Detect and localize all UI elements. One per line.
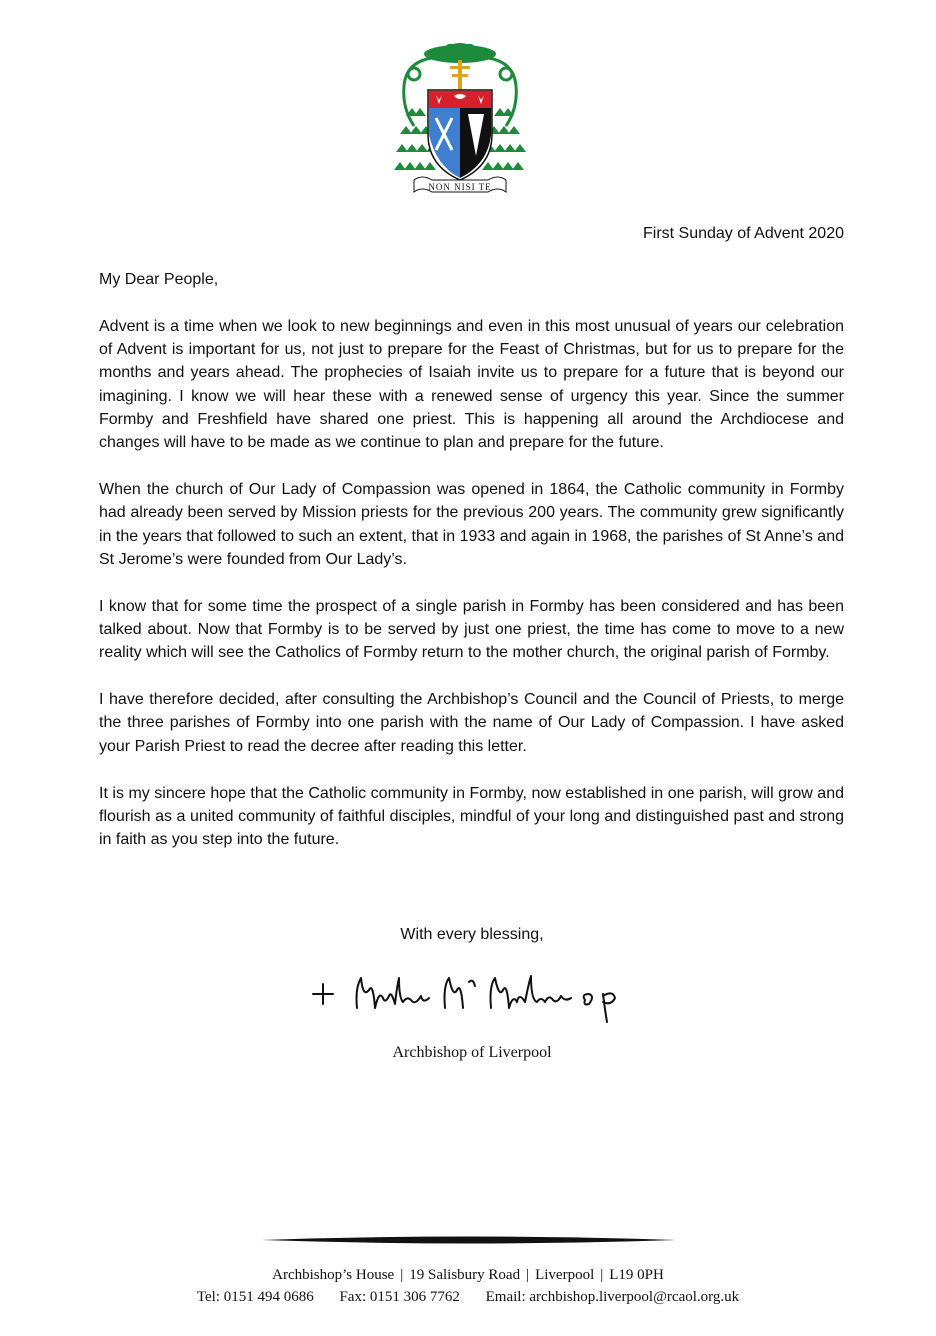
footer-fax: Fax: 0151 306 7762: [339, 1289, 460, 1305]
footer-address-postcode: L19 0PH: [609, 1267, 664, 1283]
closing-blessing: With every blessing,: [400, 926, 544, 943]
footer-contact: [0, 1286, 936, 1308]
letter-date: First Sunday of Advent 2020: [642, 225, 844, 242]
signatory-title: Archbishop of Liverpool: [392, 1044, 552, 1061]
footer-address-street: 19 Salisbury Road: [409, 1267, 521, 1283]
paragraph-advent: Advent is a time when we look to new beginnings and even in this most unusual of years our celebration of Advent is important for us, not just to prepare for the Feast of Christmas, but for us to prepare for the months and years ahead. The prophecies of Isaiah invite us to prepare for a future that is beyond our imagining. I know we will hear these with a renewed sense of urgency this year. Since the summer Formby and Freshfield have shared one priest. This is happening all around the Archdiocese and changes will have to be made as we continue to plan and prepare for the future.: [99, 317, 844, 452]
paragraph-single-parish: I know that for some time the prospect of a single parish in Formby has been considered and has been talked about. Now that Formby is to be served by just one priest, the time has come to move to a new reality which will see the Catholics of Formby return to the mother church, the original parish of Formby.: [99, 597, 844, 662]
paragraph-hope: It is my sincere hope that the Catholic community in Formby, now established in one parish, will grow and flourish as a united community of faithful disciples, mindful of your long and distinguished past and strong in faith as you step into the future.: [99, 784, 844, 849]
archdiocese-coat-of-arms: [392, 38, 528, 198]
footer-email: Email: archbishop.liverpool@rcaol.org.uk: [485, 1289, 740, 1305]
footer-address-city: Liverpool: [535, 1267, 595, 1283]
footer-separator: |: [526, 1267, 530, 1283]
svg-text:NON NISI TE: NON NISI TE: [428, 182, 492, 192]
paragraph-history: When the church of Our Lady of Compassion was opened in 1864, the Catholic community in Formby had already been served by Mission priests for the previous 200 years. The community grew significantly in the years that followed to such an extent, that in 1933 and again in 1968, the parishes of St Anne’s and St Jerome’s were founded from Our Lady’s.: [99, 481, 844, 568]
salutation: My Dear People,: [99, 271, 219, 288]
handwritten-signature: [305, 968, 645, 1028]
footer-address-house: Archbishop’s House: [272, 1267, 395, 1283]
paragraph-decision: I have therefore decided, after consulting the Archbishop’s Council and the Council of Priests, to merge the three parishes of Formby into one parish with the name of Our Lady of Compassion. I have asked your Parish Priest to read the decree after reading this letter.: [99, 691, 844, 755]
letter-body: [99, 268, 844, 875]
footer-separator: |: [400, 1267, 404, 1283]
footer-divider: [262, 1234, 676, 1246]
footer-separator: |: [600, 1267, 604, 1283]
footer-telephone: Tel: 0151 494 0686: [196, 1289, 314, 1305]
footer-address: [0, 1264, 936, 1286]
